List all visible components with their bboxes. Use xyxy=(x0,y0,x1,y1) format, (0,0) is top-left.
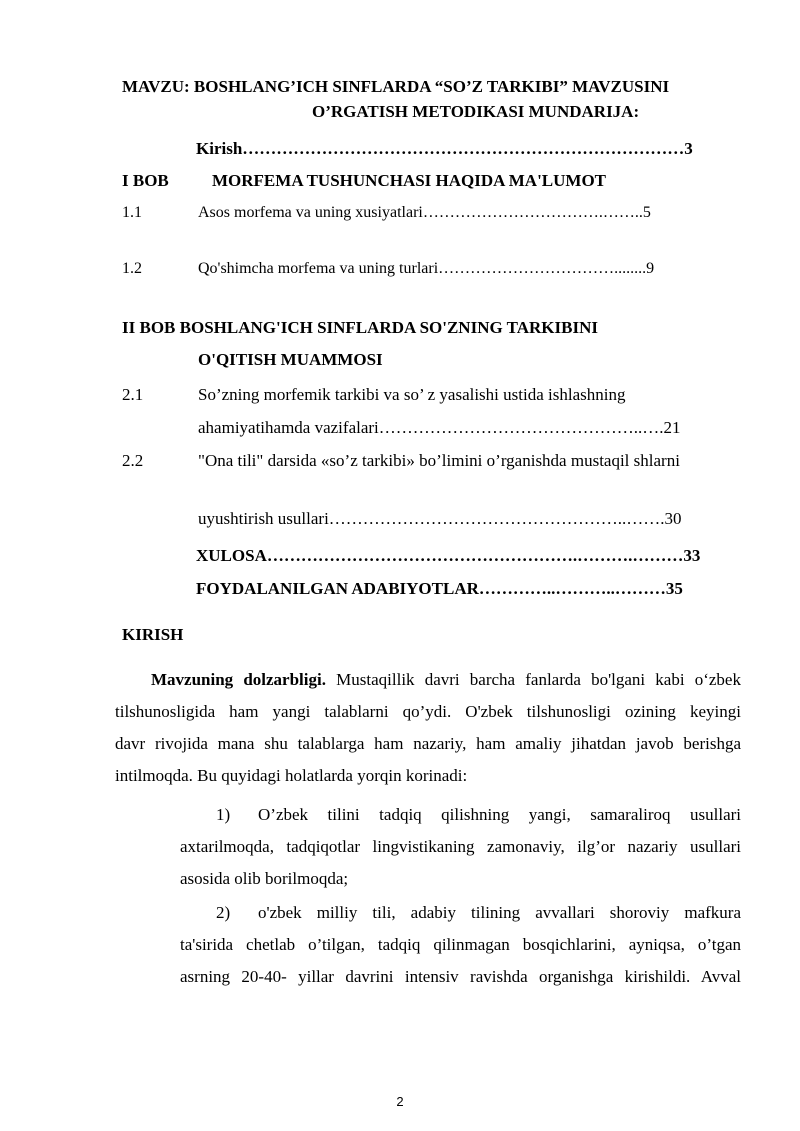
toc-item-1-2 xyxy=(0,260,800,284)
toc-chapter-1-num: I BOB xyxy=(122,171,169,190)
list-marker: 1) xyxy=(216,805,231,824)
toc-item-2-2-line-1: "Ona tili" darsida «so’z tarkibi» bo’limini o’rganishda mustaqil shlarni xyxy=(198,451,680,470)
toc-item-1-2-text: Qo'shimcha morfema va uning turlari……………………………........9 xyxy=(198,260,655,277)
intro-lead: Mavzuning dolzarbligi. xyxy=(151,670,326,689)
page-number: 2 xyxy=(396,1094,404,1109)
toc-item-1-2-num: 1.2 xyxy=(122,260,142,277)
doc-title-line-1: MAVZU: BOSHLANG’ICH SINFLARDA “SO’Z TARKIBI” MAVZUSINI xyxy=(122,77,670,96)
list-item-line: ta'sirida chetlab o’tilgan, tadqiq qilinmagan bosqichlarini, ayniqsa, o’tgan xyxy=(180,935,741,954)
toc-item-2-2-line-2: uyushtirish usullari……………………………………………..…….30 xyxy=(198,509,682,528)
toc-chapter-1 xyxy=(0,171,800,195)
intro-paragraph xyxy=(115,664,741,792)
toc-item-1-1-text: Asos morfema va uning xusiyatlari…………………………….……..5 xyxy=(198,204,651,221)
list-marker: 2) xyxy=(216,903,231,922)
intro-heading: KIRISH xyxy=(122,625,184,644)
toc-chapter-1-title: MORFEMA TUSHUNCHASI HAQIDA MA'LUMOT xyxy=(212,171,607,190)
intro-paragraph-line: davr rivojida mana shu talablarga ham nazariy, ham amaliy jihatdan javob berishga xyxy=(115,734,741,753)
intro-paragraph-line: tilshunosligida ham yangi talablarni qo’ydi. O'zbek tilshunosligi ozining keyingi xyxy=(115,702,741,721)
toc-item-2-1 xyxy=(0,385,800,409)
list-item-line: asosida olib borilmoqda; xyxy=(180,869,349,888)
toc-item-2-2 xyxy=(0,451,800,475)
toc-chapter-2-line-2: O'QITISH MUAMMOSI xyxy=(198,350,383,369)
list-item-line: axtarilmoqda, tadqiqotlar lingvistikaning zamonaviy, ilg’or nazariy usullari xyxy=(180,837,741,856)
toc-item-1-1 xyxy=(0,204,800,228)
toc-references: FOYDALANILGAN ADABIYOTLAR…………..………..………35 xyxy=(196,579,683,598)
list-item-line xyxy=(180,897,741,929)
intro-paragraph-line: intilmoqda. Bu quyidagi holatlarda yorqin korinadi: xyxy=(115,766,468,785)
intro-paragraph-line xyxy=(115,664,741,696)
list-item xyxy=(180,799,741,895)
toc-item-2-1-line-2: ahamiyatihamda vazifalari………………………………………..….21 xyxy=(198,418,681,437)
toc-chapter-2-line-1: II BOB BOSHLANG'ICH SINFLARDA SO'ZNING TARKIBINI xyxy=(122,318,598,337)
toc-item-1-1-num: 1.1 xyxy=(122,204,142,221)
list-item-line-1-text: o'zbek milliy tili, adabiy tilining avvallari shoroviy mafkura xyxy=(258,903,741,922)
doc-title-line-2: O’RGATISH METODIKASI MUNDARIJA: xyxy=(312,102,640,121)
toc-conclusion: XULOSA……………………………………………….……….………33 xyxy=(196,546,701,565)
toc-item-2-1-num: 2.1 xyxy=(122,385,144,404)
toc-item-2-1-line-1: So’zning morfemik tarkibi va so’ z yasalishi ustida ishlashning xyxy=(198,385,626,404)
list-item-line-1-text: O’zbek tilini tadqiq qilishning yangi, samaraliroq usullari xyxy=(258,805,741,824)
list-item xyxy=(180,897,741,993)
intro-line-1-rest: Mustaqillik davri barcha fanlarda bo'lgani kabi o‘zbek xyxy=(325,670,741,689)
toc-intro: Kirish……………………………………………………………………3 xyxy=(196,139,693,158)
list-item-line: asrning 20-40- yillar davrini intensiv ravishda organishga kirishildi. Avval xyxy=(180,967,741,986)
toc-item-2-2-num: 2.2 xyxy=(122,451,144,470)
list-item-line xyxy=(180,799,741,831)
